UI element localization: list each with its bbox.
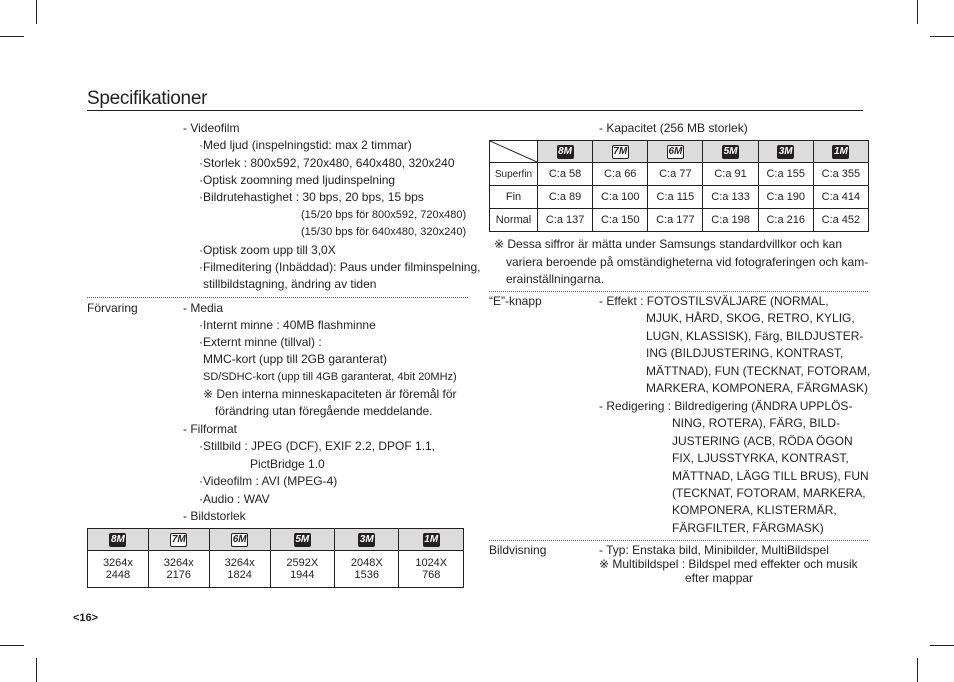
section-divider <box>489 291 868 292</box>
capacity-row <box>490 163 869 186</box>
resolution-5m-icon: 5M <box>295 533 310 545</box>
video-item: ·Optisk zoomning med ljudinspelning <box>199 173 396 187</box>
media-item: MMC-kort (upp till 2GB garanterat) <box>203 352 388 366</box>
crop-mark <box>930 36 954 37</box>
effect-line: MÄTTNAD), FUN (TECKNAT, FOTORAM, <box>646 364 871 378</box>
cap-icon-cell <box>758 141 813 163</box>
capacity-value: C:a 355 <box>813 163 868 186</box>
crop-mark <box>917 0 918 24</box>
resolution-3m-icon: 3M <box>778 145 793 157</box>
capacity-value: C:a 58 <box>538 163 593 186</box>
size-icon-cell <box>148 529 209 551</box>
capacity-value: C:a 150 <box>593 209 648 232</box>
capacity-header: - Kapacitet (256 MB storlek) <box>599 121 748 135</box>
capacity-icon-row <box>490 141 869 163</box>
size-icon-cell <box>335 529 399 551</box>
crop-mark <box>36 658 37 682</box>
capacity-value: C:a 100 <box>593 186 648 209</box>
resolution-7m-icon: 7M <box>613 145 628 157</box>
capacity-value: C:a 177 <box>648 209 703 232</box>
resolution-6m-icon: 6M <box>668 145 683 157</box>
capacity-row <box>490 209 869 232</box>
size-icon-cell <box>209 529 270 551</box>
cap-icon-cell <box>648 141 703 163</box>
capacity-table <box>489 140 869 232</box>
media-item: förändring utan föregående meddelande. <box>215 404 433 418</box>
effect-line: MARKERA, KOMPONERA, FÄRGMASK) <box>646 381 869 395</box>
title-rule <box>87 110 863 111</box>
size-value: 2592X 1944 <box>270 551 334 588</box>
capacity-value: C:a 66 <box>593 163 648 186</box>
effect-line: - Effekt : FOTOSTILSVÄLJARE (NORMAL, <box>599 294 829 308</box>
capacity-value: C:a 452 <box>813 209 868 232</box>
capacity-value: C:a 198 <box>703 209 758 232</box>
file-header: - Filformat <box>183 422 237 436</box>
capacity-value: C:a 77 <box>648 163 703 186</box>
playback-line: - Typ: Enstaka bild, Minibilder, MultiBildspel <box>599 543 829 557</box>
capacity-note: ※ Dessa siffror är mätta under Samsungs standardvillkor och kan <box>494 237 842 251</box>
resolution-8m-icon: 8M <box>110 533 125 545</box>
resolution-8m-icon: 8M <box>558 145 573 157</box>
crop-mark <box>930 645 954 646</box>
page-number: <16> <box>73 612 99 624</box>
capacity-value: C:a 216 <box>758 209 813 232</box>
playback-label: Bildvisning <box>489 543 547 557</box>
effect-line: MJUK, HÅRD, SKOG, RETRO, KYLIG, <box>646 311 855 325</box>
video-item: (15/30 bps för 640x480, 320x240) <box>301 226 467 238</box>
e-button-label: “E”-knapp <box>489 294 542 308</box>
resolution-7m-icon: 7M <box>171 533 186 545</box>
video-item: ·Filmeditering (Inbäddad): Paus under filminspelning, <box>199 260 481 274</box>
crop-mark <box>36 0 37 24</box>
resolution-1m-icon: 1M <box>833 145 848 157</box>
file-item: ·Audio : WAV <box>199 492 270 506</box>
edit-line: - Redigering : Bildredigering (ÄNDRA UPPLÖS- <box>599 399 853 413</box>
resolution-3m-icon: 3M <box>359 533 374 545</box>
media-item: ※ Den interna minneskapaciteten är föremål för <box>203 387 457 401</box>
effect-line: ING (BILDJUSTERING, KONTRAST, <box>646 346 844 360</box>
capacity-value: C:a 115 <box>648 186 703 209</box>
quality-label: Fin <box>490 186 538 209</box>
video-header: - Videofilm <box>183 121 240 135</box>
media-item: ·Externt minne (tillval) : <box>199 335 322 349</box>
capacity-value: C:a 190 <box>758 186 813 209</box>
size-value: 2048X 1536 <box>335 551 399 588</box>
media-item: ·Internt minne : 40MB flashminne <box>199 318 376 332</box>
size-value-row <box>88 551 464 588</box>
section-divider <box>489 540 868 541</box>
media-item: SD/SDHC-kort (upp till 4GB garanterat, 4bit 20MHz) <box>203 371 457 383</box>
capacity-row <box>490 186 869 209</box>
size-icon-row <box>88 529 464 551</box>
video-item: stillbildstagning, ändring av tiden <box>203 277 377 291</box>
capacity-value: C:a 414 <box>813 186 868 209</box>
edit-line: JUSTERING (ACB, RÖDA ÖGON <box>672 434 853 448</box>
cap-icon-cell <box>703 141 758 163</box>
video-item: (15/20 bps för 800x592, 720x480) <box>301 209 467 221</box>
diagonal-line <box>490 141 537 162</box>
file-item: ·Videofilm : AVI (MPEG-4) <box>199 474 338 488</box>
crop-mark <box>917 658 918 682</box>
capacity-value: C:a 89 <box>538 186 593 209</box>
size-value: 3264x 2176 <box>148 551 209 588</box>
capacity-note: erainställningarna. <box>506 272 605 286</box>
storage-label: Förvaring <box>87 301 138 315</box>
capacity-corner-cell <box>490 141 538 163</box>
edit-line: KOMPONERA, KLISTERMÄR, <box>672 503 837 517</box>
size-icon-cell <box>88 529 149 551</box>
video-item: ·Bildrutehastighet : 30 bps, 20 bps, 15 bps <box>199 190 424 204</box>
playback-line: ※ Multibildspel : Bildspel med effekter och musik <box>599 557 858 571</box>
media-header: - Media <box>183 301 224 315</box>
video-item: ·Storlek : 800x592, 720x480, 640x480, 320x240 <box>199 156 455 170</box>
cap-icon-cell <box>813 141 868 163</box>
size-value: 1024X 768 <box>399 551 464 588</box>
cap-icon-cell <box>593 141 648 163</box>
crop-mark <box>0 36 24 37</box>
size-icon-cell <box>399 529 464 551</box>
video-item: ·Optisk zoom upp till 3,0X <box>199 243 336 257</box>
resolution-1m-icon: 1M <box>424 533 439 545</box>
cap-icon-cell <box>538 141 593 163</box>
capacity-value: C:a 137 <box>538 209 593 232</box>
size-value: 3264x 2448 <box>88 551 149 588</box>
edit-line: FIX, LJUSSTYRKA, KONTRAST, <box>672 451 849 465</box>
section-divider <box>87 297 468 298</box>
size-table <box>87 528 464 588</box>
effect-line: LUGN, KLASSISK), Färg, BILDJUSTER- <box>646 329 864 343</box>
edit-line: FÄRGFILTER, FÄRGMASK) <box>672 521 824 535</box>
crop-mark <box>0 645 24 646</box>
resolution-6m-icon: 6M <box>232 533 247 545</box>
size-value: 3264x 1824 <box>209 551 270 588</box>
page-title: Specifikationer <box>87 88 208 109</box>
quality-label: Normal <box>490 209 538 232</box>
size-icon-cell <box>270 529 334 551</box>
capacity-value: C:a 91 <box>703 163 758 186</box>
file-item: ·Stillbild : JPEG (DCF), EXIF 2.2, DPOF 1.1, <box>199 439 436 453</box>
edit-line: NING, ROTERA), FÄRG, BILD- <box>672 416 841 430</box>
capacity-note: variera beroende på omständigheterna vid fotograferingen och kam- <box>506 255 869 269</box>
edit-line: MÄTTNAD, LÄGG TILL BRUS), FUN <box>672 469 869 483</box>
video-item: ·Med ljud (inspelningstid: max 2 timmar) <box>199 138 412 152</box>
edit-line: (TECKNAT, FOTORAM, MARKERA, <box>672 486 866 500</box>
resolution-5m-icon: 5M <box>723 145 738 157</box>
playback-line: efter mappar <box>685 571 754 585</box>
quality-label: Superfin <box>490 163 538 186</box>
size-header: - Bildstorlek <box>183 509 246 523</box>
capacity-value: C:a 133 <box>703 186 758 209</box>
capacity-value: C:a 155 <box>758 163 813 186</box>
file-item: PictBridge 1.0 <box>250 457 325 471</box>
